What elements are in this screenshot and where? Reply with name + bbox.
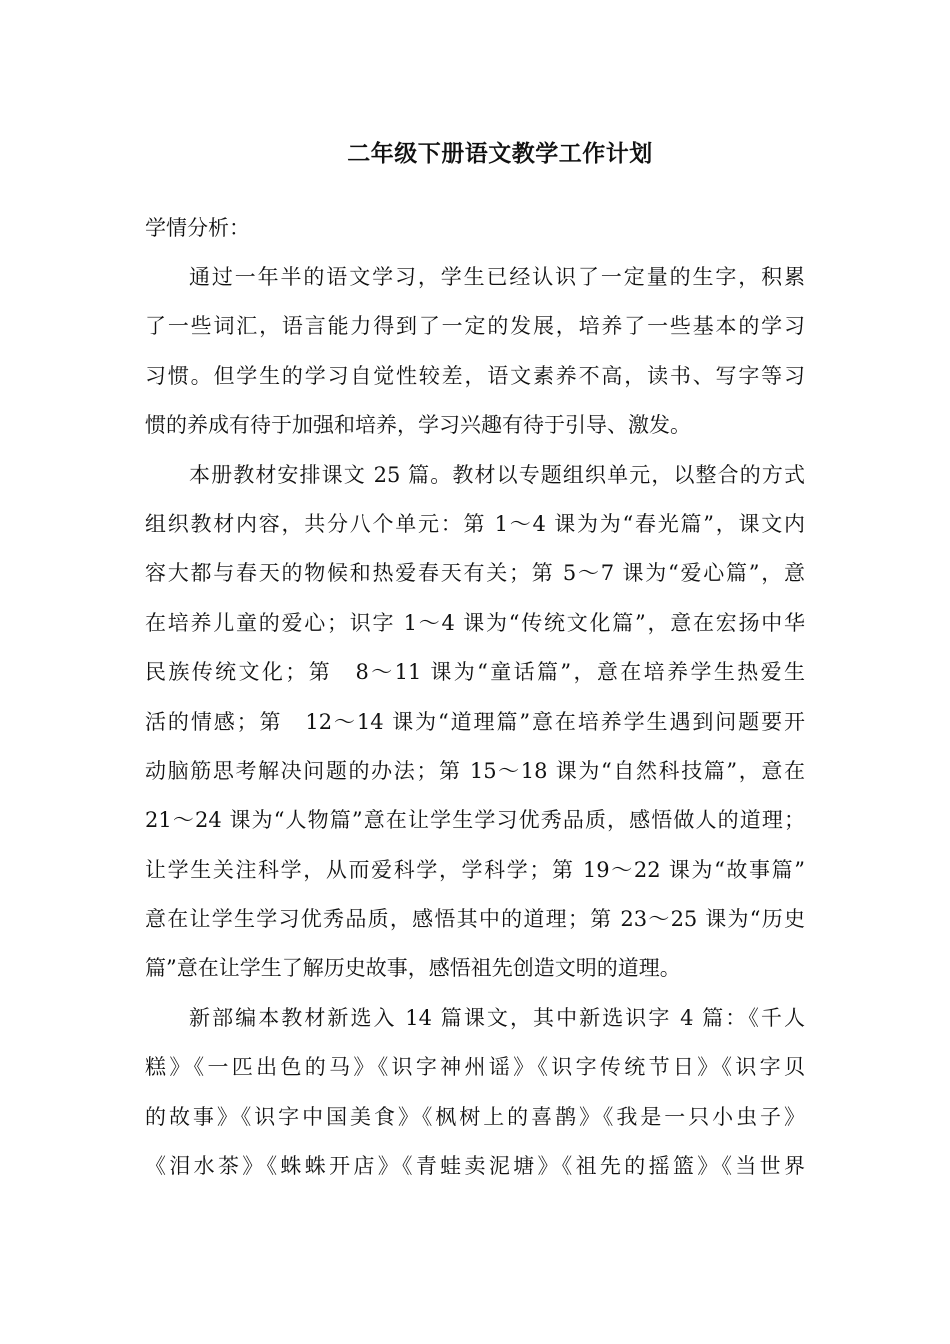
paragraph-line: 新部编本教材新选入 14 篇课文，其中新选识字 4 篇：《千人 xyxy=(189,1005,805,1030)
paragraph-line: 动脑筋思考解决问题的办法；第 15～18 课为“自然科技篇”，意在 xyxy=(145,758,805,783)
body-text xyxy=(145,257,805,1195)
paragraph-line: 21～24 课为“人物篇”意在让学生学习优秀品质，感悟做人的道理； xyxy=(145,808,805,833)
paragraph-line: 通过一年半的语文学习，学生已经认识了一定量的生字，积累 xyxy=(189,265,805,289)
paragraph-line: 活的情感；第 12～14 课为“道理篇”意在培养学生遇到问题要开 xyxy=(145,709,805,734)
section-heading: 学情分析： xyxy=(145,216,250,240)
paragraph-line: 在培养儿童的爱心；识字 1～4 课为“传统文化篇”，意在宏扬中华 xyxy=(145,610,805,635)
paragraph-line: 《泪水茶》《蛛蛛开店》《青蛙卖泥塘》《祖先的摇篮》《当世界 xyxy=(145,1154,805,1179)
paragraph-line: 篇”意在让学生了解历史故事，感悟祖先创造文明的道理。 xyxy=(145,956,681,981)
paragraph-line: 习惯。但学生的学习自觉性较差，语文素养不高，读书、写字等习 xyxy=(145,363,805,388)
paragraph-line: 惯的养成有待于加强和培养，学习兴趣有待于引导、激发。 xyxy=(145,413,691,438)
paragraph-line: 的故事》《识字中国美食》《枫树上的喜鹊》《我是一只小虫子》 xyxy=(145,1104,805,1129)
paragraph-line: 糕》《一匹出色的马》《识字神州谣》《识字传统节日》《识字贝 xyxy=(145,1055,805,1080)
paragraph-line: 了一些词汇，语言能力得到了一定的发展，培养了一些基本的学习 xyxy=(145,314,805,339)
paragraph-line: 民族传统文化；第 8～11 课为“童话篇”，意在培养学生热爱生 xyxy=(145,660,805,685)
paragraph-line: 本册教材安排课文 25 篇。教材以专题组织单元，以整合的方式 xyxy=(189,462,805,487)
document-title: 二年级下册语文教学工作计划 xyxy=(347,140,653,167)
paragraph-line: 意在让学生学习优秀品质，感悟其中的道理；第 23～25 课为“历史 xyxy=(145,907,805,932)
paragraph-line: 组织教材内容，共分八个单元：第 1～4 课为为“春光篇”，课文内 xyxy=(145,511,805,536)
paragraph-line: 让学生关注科学，从而爱科学，学科学；第 19～22 课为“故事篇” xyxy=(145,857,805,882)
paragraph-line: 容大都与春天的物候和热爱春天有关；第 5～7 课为“爱心篇”，意 xyxy=(145,561,805,586)
